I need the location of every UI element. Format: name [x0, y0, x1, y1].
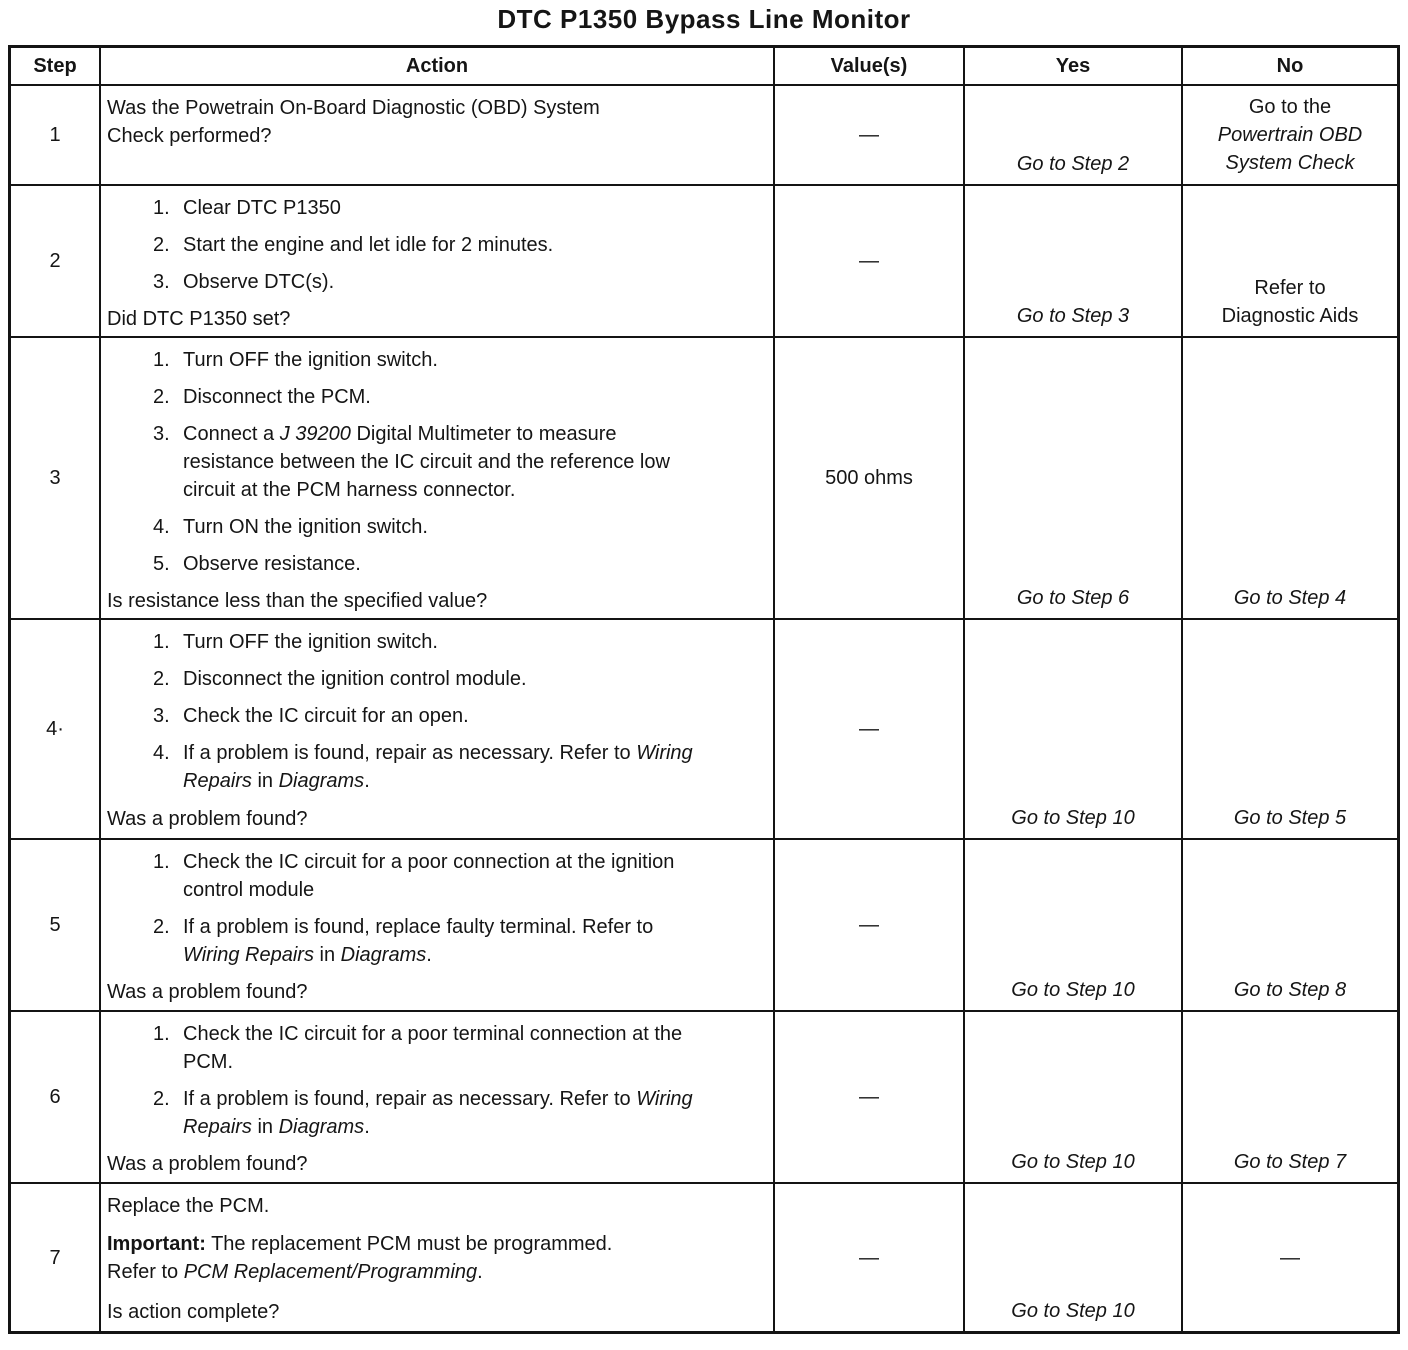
list-item-number: 4.: [153, 516, 170, 538]
yes-cell: [965, 86, 1181, 184]
cell-line: [1234, 804, 1346, 832]
list-item-text: [183, 665, 527, 693]
cell-line: [1017, 584, 1129, 612]
text-segment: Clear DTC P1350: [183, 197, 341, 219]
action-list-item: [107, 848, 763, 904]
text-segment: Replace the PCM.: [107, 1195, 270, 1217]
text-segment: Turn OFF the ignition switch.: [183, 349, 438, 371]
no-cell: [1183, 86, 1397, 184]
cell-line: [859, 247, 879, 275]
list-item-number: 2.: [153, 1088, 170, 1110]
list-item-text: [183, 628, 438, 656]
list-item-number: 1.: [153, 197, 170, 219]
text-segment: .: [477, 1261, 483, 1283]
cell-line: [1234, 1148, 1346, 1176]
text-segment: Is resistance less than the specified value?: [107, 590, 488, 612]
action-cell: [101, 186, 773, 336]
action-list-item: [107, 513, 763, 541]
text-segment: Start the engine and let idle for 2 minutes.: [183, 234, 554, 256]
action-cell: [101, 840, 773, 1010]
text-segment: If a problem is found, replace faulty terminal. Refer to: [183, 916, 654, 938]
no-cell: [1183, 338, 1397, 618]
action-question: [107, 587, 763, 615]
action-paragraph: [107, 1230, 647, 1286]
cell-line: [859, 1244, 879, 1272]
yes-cell: [965, 338, 1181, 618]
list-item-number: 2.: [153, 668, 170, 690]
action-list-item: [107, 913, 763, 969]
text-segment: .: [426, 944, 432, 966]
step-cell: 3: [11, 338, 99, 618]
text-segment: Go to Step 10: [1011, 807, 1135, 829]
text-segment: Observe DTC(s).: [183, 271, 335, 293]
text-segment: Check the IC circuit for an open.: [183, 705, 469, 727]
list-item-number: 3.: [153, 423, 170, 445]
cell-line: [1011, 1148, 1134, 1176]
text-segment: Go to Step 10: [1011, 979, 1135, 1001]
list-item-number: 1.: [153, 631, 170, 653]
text-segment: 500 ohms: [825, 467, 913, 489]
yes-cell: [965, 1012, 1181, 1182]
action-cell: [101, 1184, 773, 1331]
text-segment: Diagrams: [340, 944, 427, 966]
value-cell: [775, 338, 963, 618]
text-segment: Observe resistance.: [183, 553, 361, 575]
text-segment: in: [251, 770, 279, 792]
col-header-action: Action: [101, 48, 773, 84]
text-segment: Diagrams: [278, 770, 365, 792]
value-cell: [775, 840, 963, 1010]
list-item-text: [183, 194, 341, 222]
action-list-item: [107, 231, 763, 259]
action-list-item: [107, 739, 763, 795]
text-segment: Diagrams: [278, 1116, 365, 1138]
action-cell: [101, 620, 773, 838]
text-segment: Wiring Repairs: [183, 742, 693, 792]
text-segment: Is action complete?: [107, 1301, 280, 1323]
action-paragraph: [107, 1192, 647, 1220]
text-segment: Go to Step 2: [1016, 153, 1130, 175]
action-list-item: [107, 1020, 763, 1076]
step-cell: 5: [11, 840, 99, 1010]
list-item-number: 1.: [153, 1023, 170, 1045]
text-segment: Go to Step 4: [1233, 587, 1347, 609]
list-item-number: 1.: [153, 349, 170, 371]
text-segment: Was a problem found?: [107, 1153, 308, 1175]
text-segment: Go to Step 6: [1016, 587, 1130, 609]
cell-line: [1234, 584, 1346, 612]
action-list-item: [107, 420, 763, 504]
yes-cell: [965, 840, 1181, 1010]
page-title: DTC P1350 Bypass Line Monitor: [497, 4, 911, 34]
action-list-item: [107, 550, 763, 578]
list-item-number: 3.: [153, 271, 170, 293]
list-item-text: [183, 739, 713, 795]
text-segment: Digital Multimeter to measure resistance between the IC circuit and the reference low circuit at the PCM harness connector.: [183, 423, 670, 501]
text-segment: Go to the: [1248, 96, 1332, 118]
list-item-text: [183, 550, 361, 578]
text-segment: Go to Step 8: [1233, 979, 1347, 1001]
list-item-number: 3.: [153, 705, 170, 727]
no-cell: [1183, 840, 1397, 1010]
value-cell: [775, 86, 963, 184]
text-segment: Disconnect the ignition control module.: [183, 668, 527, 690]
text-segment: If a problem is found, repair as necessary. Refer to: [183, 742, 637, 764]
text-segment: Refer to: [1254, 277, 1326, 299]
cell-line: [1254, 274, 1325, 302]
col-header-no: No: [1183, 48, 1397, 84]
action-question: [107, 305, 763, 333]
text-segment: The replacement PCM must be programmed. Refer to: [107, 1233, 613, 1283]
action-question: [107, 1298, 763, 1326]
text-segment: Powertrain OBD: [1217, 124, 1363, 146]
text-segment: Check the IC circuit for a poor connection at the ignition control module: [183, 851, 675, 901]
text-segment: .: [364, 770, 370, 792]
no-cell: [1183, 1184, 1397, 1331]
list-item-text: [183, 420, 713, 504]
list-item-text: [183, 231, 553, 259]
text-segment: —: [859, 1086, 879, 1108]
action-cell: [101, 338, 773, 618]
text-segment: Was the Powetrain On-Board Diagnostic (OBD) System Check performed?: [107, 97, 600, 147]
cell-line: [859, 911, 879, 939]
list-item-text: [183, 913, 713, 969]
action-list-item: [107, 268, 763, 296]
action-question: [107, 805, 763, 833]
cell-line: [859, 715, 879, 743]
text-segment: Check the IC circuit for a poor terminal connection at the PCM.: [183, 1023, 683, 1073]
cell-line: [1017, 150, 1129, 178]
cell-line: [1011, 976, 1134, 1004]
cell-line: [1011, 1297, 1134, 1325]
list-item-number: 2.: [153, 234, 170, 256]
action-question: [107, 978, 763, 1006]
action-paragraph: [107, 94, 647, 150]
list-item-number: 1.: [153, 851, 170, 873]
text-segment: Did DTC P1350 set?: [107, 308, 291, 330]
value-cell: [775, 620, 963, 838]
text-segment: Turn ON the ignition switch.: [183, 516, 428, 538]
action-list-item: [107, 628, 763, 656]
list-item-text: [183, 848, 713, 904]
list-item-number: 2.: [153, 386, 170, 408]
text-segment: —: [859, 1246, 879, 1269]
list-item-text: [183, 702, 469, 730]
cell-line: [1017, 302, 1129, 330]
action-question: [107, 1150, 763, 1178]
no-cell: [1183, 1012, 1397, 1182]
text-segment: Was a problem found?: [107, 981, 308, 1003]
step-cell: 2: [11, 186, 99, 336]
text-segment: J 39200: [279, 423, 351, 445]
cell-line: [825, 464, 913, 492]
action-list-item: [107, 1085, 763, 1141]
cell-line: [859, 121, 879, 149]
col-header-values: Value(s): [775, 48, 963, 84]
text-segment: System Check: [1225, 152, 1355, 174]
list-item-text: [183, 1020, 713, 1076]
text-segment: Turn OFF the ignition switch.: [183, 631, 438, 653]
text-segment: Wiring Repairs: [183, 944, 314, 966]
cell-line: [1249, 93, 1331, 121]
list-item-text: [183, 383, 371, 411]
text-segment: Was a problem found?: [107, 808, 308, 830]
cell-line: [1218, 121, 1363, 149]
text-segment: Go to Step 3: [1016, 305, 1130, 327]
text-segment: —: [1280, 1246, 1300, 1269]
text-segment: PCM Replacement/Programming: [183, 1261, 478, 1283]
col-header-yes: Yes: [965, 48, 1181, 84]
cell-line: [859, 1083, 879, 1111]
text-segment: in: [251, 1116, 279, 1138]
action-list-item: [107, 383, 763, 411]
list-item-number: 5.: [153, 553, 170, 575]
list-item-text: [183, 1085, 713, 1141]
text-segment: Wiring Repairs: [183, 1088, 693, 1138]
text-segment: Connect a: [183, 423, 280, 445]
value-cell: [775, 186, 963, 336]
text-segment: —: [859, 250, 879, 272]
action-list-item: [107, 346, 763, 374]
step-cell: 7: [11, 1184, 99, 1331]
yes-cell: [965, 620, 1181, 838]
col-header-step: Step: [11, 48, 99, 84]
text-segment: If a problem is found, repair as necessary. Refer to: [183, 1088, 637, 1110]
action-list-item: [107, 665, 763, 693]
no-cell: [1183, 620, 1397, 838]
cell-line: [1280, 1244, 1300, 1272]
list-item-text: [183, 513, 428, 541]
dtc-table: [8, 45, 1400, 1334]
cell-line: [1011, 804, 1134, 832]
yes-cell: [965, 186, 1181, 336]
action-cell: [101, 1012, 773, 1182]
text-segment: —: [859, 718, 879, 740]
cell-line: [1234, 976, 1346, 1004]
text-segment: Go to Step 10: [1011, 1300, 1135, 1322]
list-item-number: 2.: [153, 916, 170, 938]
list-item-text: [183, 346, 438, 374]
list-item-number: 4.: [153, 742, 170, 764]
step-cell: 4·: [11, 620, 99, 838]
action-list-item: [107, 702, 763, 730]
step-cell: 6: [11, 1012, 99, 1182]
text-segment: Go to Step 7: [1233, 1151, 1347, 1173]
text-segment: Disconnect the PCM.: [183, 386, 371, 408]
text-segment: Diagnostic Aids: [1221, 305, 1359, 327]
value-cell: [775, 1012, 963, 1182]
text-segment: Go to Step 5: [1233, 807, 1347, 829]
value-cell: [775, 1184, 963, 1331]
text-segment: —: [859, 124, 879, 146]
action-list-item: [107, 194, 763, 222]
text-segment: —: [859, 914, 879, 936]
cell-line: [1222, 302, 1359, 330]
no-cell: [1183, 186, 1397, 336]
list-item-text: [183, 268, 334, 296]
step-cell: 1: [11, 86, 99, 184]
text-segment: Go to Step 10: [1011, 1151, 1135, 1173]
text-segment: Important:: [107, 1233, 206, 1255]
action-cell: [101, 86, 773, 184]
text-segment: .: [364, 1116, 370, 1138]
yes-cell: [965, 1184, 1181, 1331]
cell-line: [1226, 149, 1355, 177]
text-segment: in: [313, 944, 341, 966]
